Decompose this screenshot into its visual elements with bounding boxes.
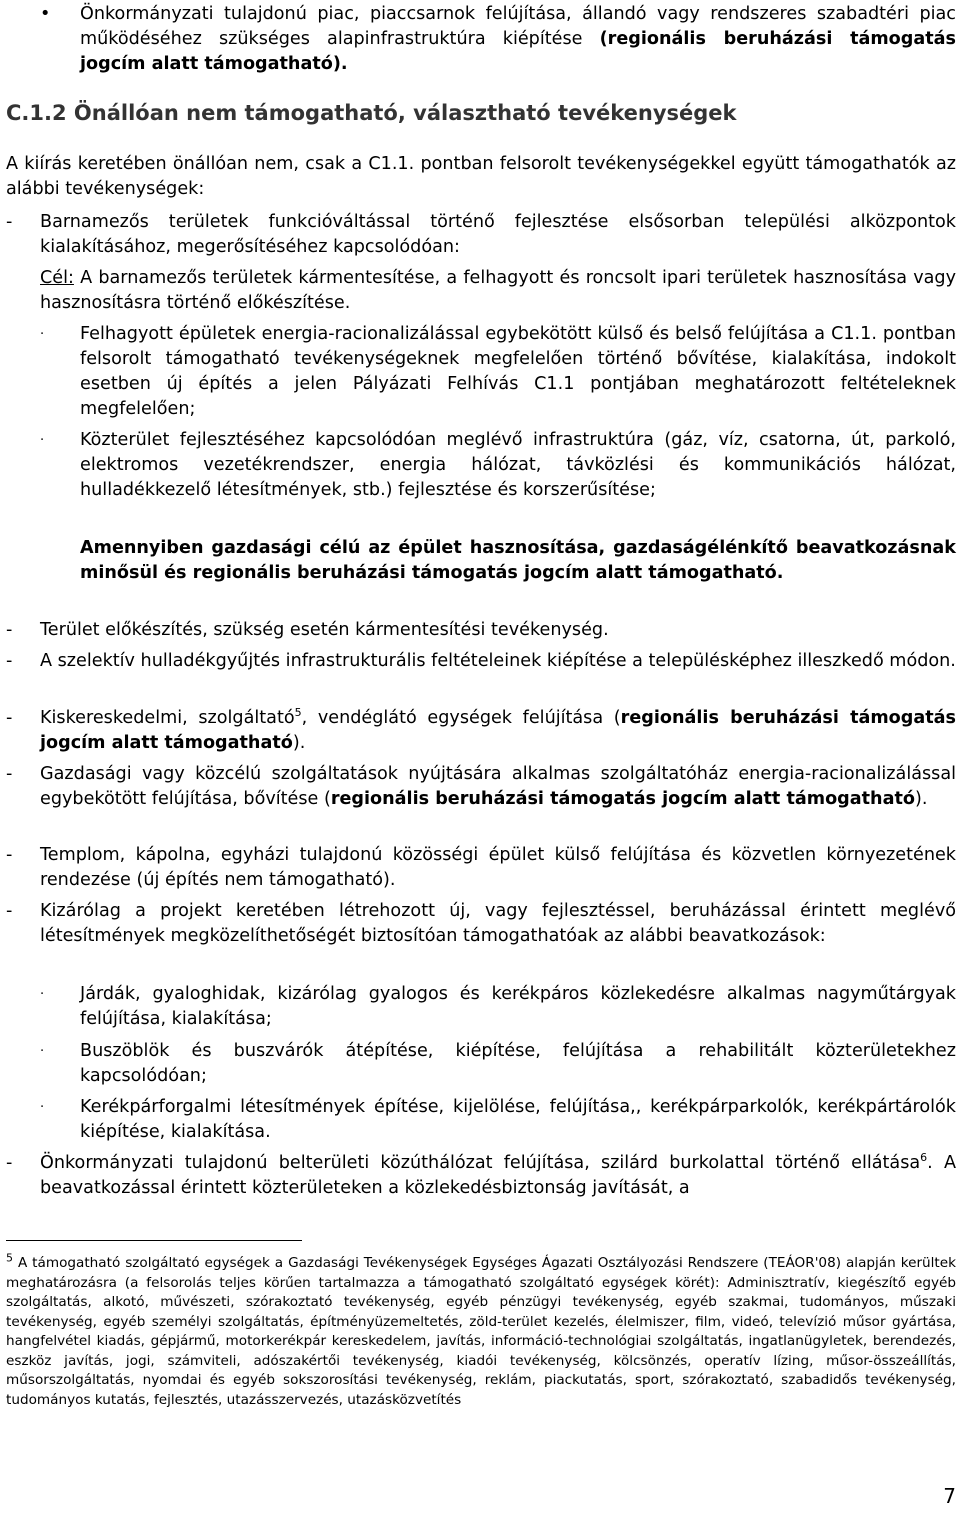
paragraph-market-renovation [80,2,956,77]
sub-bullet-marker: · [40,327,45,342]
footnote [6,1251,956,1410]
dash-marker: - [6,708,13,728]
dash-marker: - [6,212,13,232]
sub-item-bicycle: Kerékpárforgalmi létesítmények építése, kijelölése, felújítása,, kerékpárparkolók, kerékpártárolók kiépítése, kialakítása. [80,1097,956,1142]
footnote-text: A támogatható szolgáltató egységek a Gazdasági Tevékenységek Egységes Ágazati Osztályozási Rendszere (TEÁOR'08) alapján kerültek meghatározásra (a felsorolás teljes körűen tartalmazza a támogatható szolgáltató egységek körét): Adminisztratív, kiegészítő egyéb szolgáltatás, alkotó, művészeti, szórakoztató tevékenység, egyéb pénzügyi tevékenység, egyéb szakmai, tudományos, műszaki tevékenység, egyéb személyi szolgáltatás, építményüzemeltetés, zöld-terület kezelés, élelmiszer, film, videó, televízió műsor gyártása, hangfelvétel kiadás, gépjármű, motorkerékpár kereskedelem, javítás, információ-technológiai szolgáltatás, ingatlanügyletek, berendezés, eszköz javítás, jogi, számviteli, adószakértői tevékenység, kiadói tevékenység, kölcsönzés, operatív lízing, műsor-összeállítás, műsorszolgáltatás, nyomdai és egyéb sokszorosítási tevékenység, reklám, piackutatás, sport, szórakoztató, szabadidős tevékenység, tudományos kutatás, fejlesztés, utazásszervezés, utazásközvetítés [6,1255,956,1408]
bullet-marker: • [40,4,51,24]
intro-paragraph: A kiírás keretében önállóan nem, csak a C1.1. pontban felsorolt tevékenységekkel együtt támogathatók az alábbi tevékenységek: [6,154,956,199]
dash-marker: - [6,845,13,865]
list-item-site-preparation: Terület előkészítés, szükség esetén kármentesítési tevékenység. [40,620,609,640]
bold-segment: (regionális beruházási támogatás jogcím alatt támogatható). [80,29,956,74]
dash-marker: - [6,764,13,784]
bold-segment: regionális beruházási támogatás jogcím alatt támogatható [40,708,956,753]
text-segment: Önkormányzati tulajdonú belterületi közúthálózat felújítása, szilárd burkolattal történő ellátása [40,1153,921,1173]
goal-label: Cél: [40,268,74,288]
dash-marker: - [6,1153,13,1173]
sub-item-sidewalks: Járdák, gyaloghidak, kizárólag gyalogos és kerékpáros közlekedésre alkalmas nagyműtárgyak felújítása, kialakítása; [80,984,956,1029]
text-segment: ). [914,789,928,809]
sub-item-bus-stops: Buszöblök és buszvárók átépítése, kiépítése, felújítása a rehabilitált közterületekhez kapcsolódóan; [80,1041,956,1086]
dash-marker: - [6,651,13,671]
sub-item-building-renovation: Felhagyott épületek energia-racionalizálással egybekötött külső és belső felújítása a C1.1. pontban felsorolt támogatható tevékenységeknek megfelelően történő bővítése, kialakítása, indokolt esetben új építés a jelen Pályázati Felhívás C1.1 pontjában meghatározott feltételeknek megfelelően; [80,324,956,419]
footnote-ref: 5 [294,706,302,720]
list-item-church: Templom, kápolna, egyházi tulajdonú közösségi épület külső felújítása és közvetlen környezetének rendezése (új építés nem támogatható). [40,845,956,890]
list-item-brownfield: Barnamezős területek funkcióváltással történő fejlesztése elsősorban települési alközpontok kialakításához, megerősítéséhez kapcsolódóan: [40,212,956,257]
sub-item-infrastructure: Közterület fejlesztéséhez kapcsolódóan meglévő infrastruktúra (gáz, víz, csatorna, út, parkoló, elektromos vezetékrendszer, energia hálózat, távközlési és kommunikációs hálózat, hulladékkezelő létesítmények, stb.) fejlesztése és korszerűsítése; [80,430,956,500]
text-segment: Kiskereskedelmi, szolgáltató [40,708,295,728]
text-segment: ). [292,733,306,753]
list-item-service-house [40,762,956,812]
goal-paragraph [40,266,956,316]
page-number: 7 [943,1484,956,1508]
footnote-number: 5 [6,1251,13,1265]
list-item-waste-collection: A szelektív hulladékgyűjtés infrastrukturális feltételeinek kiépítése a településképhez illeszkedő módon. [40,651,956,671]
list-item-roads [40,1151,956,1201]
section-heading: C.1.2 Önállóan nem támogatható, választható tevékenységek [6,101,737,125]
text-segment: , vendéglátó egységek felújítása ( [301,708,621,728]
list-item-project-access: Kizárólag a projekt keretében létrehozott új, vagy fejlesztéssel, beruházással érintett meglévő létesítmények megközelíthetőségét biztosítóan támogathatóak az alábbi beavatkozások: [40,901,956,946]
footnote-ref: 6 [920,1151,928,1165]
sub-bullet-marker: · [40,433,45,448]
dash-marker: - [6,901,13,921]
goal-text: A barnamezős területek kármentesítése, a felhagyott és roncsolt ipari területek hasznosítása vagy hasznosításra történő előkészítése. [40,268,956,313]
sub-bullet-marker: · [40,1100,45,1115]
bold-note: Amennyiben gazdasági célú az épület hasznosítása, gazdaságélénkítő beavatkozásnak minősül és regionális beruházási támogatás jogcím alatt támogatható. [80,538,956,583]
sub-bullet-marker: · [40,987,45,1002]
text-segment: Gazdasági vagy közcélú szolgáltatások nyújtására alkalmas szolgáltatóház energia-racionalizálással egybekötött felújítása, bővítése ( [40,764,956,809]
sub-bullet-marker: · [40,1044,45,1059]
dash-marker: - [6,620,13,640]
footnote-separator [6,1240,302,1241]
bold-segment: regionális beruházási támogatás jogcím alatt támogatható [330,789,915,809]
text-segment: Önkormányzati tulajdonú piac, piaccsarnok felújítása, állandó vagy rendszeres szabadtéri piac működéséhez szükséges alapinfrastruktúra kiépítése [80,4,956,49]
list-item-retail [40,706,956,756]
text-segment: . A beavatkozással érintett közterületeken a közlekedésbiztonság javítását, a [40,1153,956,1198]
